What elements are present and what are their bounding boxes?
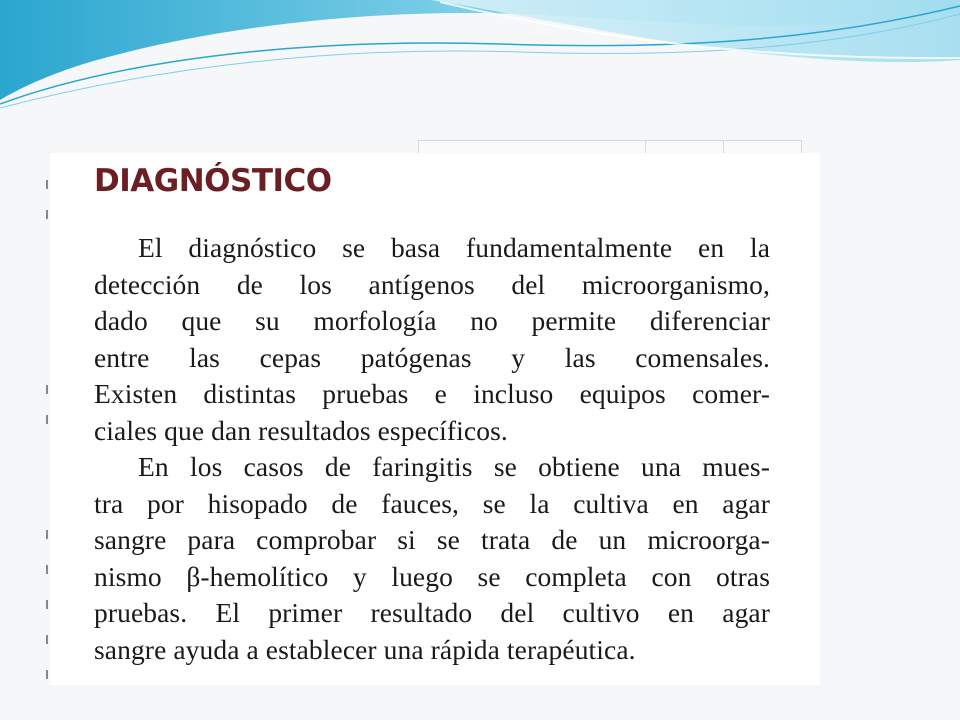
- text-line: pruebas. El primer resultado del cultivo en agar: [94, 597, 770, 628]
- text-line: detección de los antígenos del microorganismo,: [94, 268, 770, 300]
- text-line: nismo β-hemolítico y luego se completa con otras: [94, 560, 770, 592]
- text-line: sangre ayuda a establecer una rápida terapéutica.: [94, 633, 636, 665]
- paragraph-2: [94, 449, 770, 668]
- document-body: [94, 230, 770, 668]
- text-line: Existen distintas pruebas e incluso equipos comer-: [94, 378, 770, 409]
- text-line: El diagnóstico se basa fundamentalmente en la: [138, 232, 770, 263]
- text-line: tra por hisopado de fauces, se la cultiva en agar: [94, 487, 770, 519]
- section-heading: DIAGNÓSTICO: [94, 163, 332, 199]
- tab-strip-remnant: [418, 140, 802, 154]
- decorative-wave-banner: [0, 0, 960, 120]
- left-margin-marks: [46, 180, 52, 680]
- text-line: entre las cepas patógenas y las comensales.: [94, 341, 770, 373]
- text-line: En los casos de faringitis se obtiene una mues-: [138, 451, 770, 482]
- paragraph-1: [94, 230, 770, 449]
- text-line: dado que su morfología no permite diferenciar: [94, 305, 770, 336]
- text-line: ciales que dan resultados específicos.: [94, 414, 508, 446]
- text-line: sangre para comprobar si se trata de un microorga-: [94, 524, 770, 555]
